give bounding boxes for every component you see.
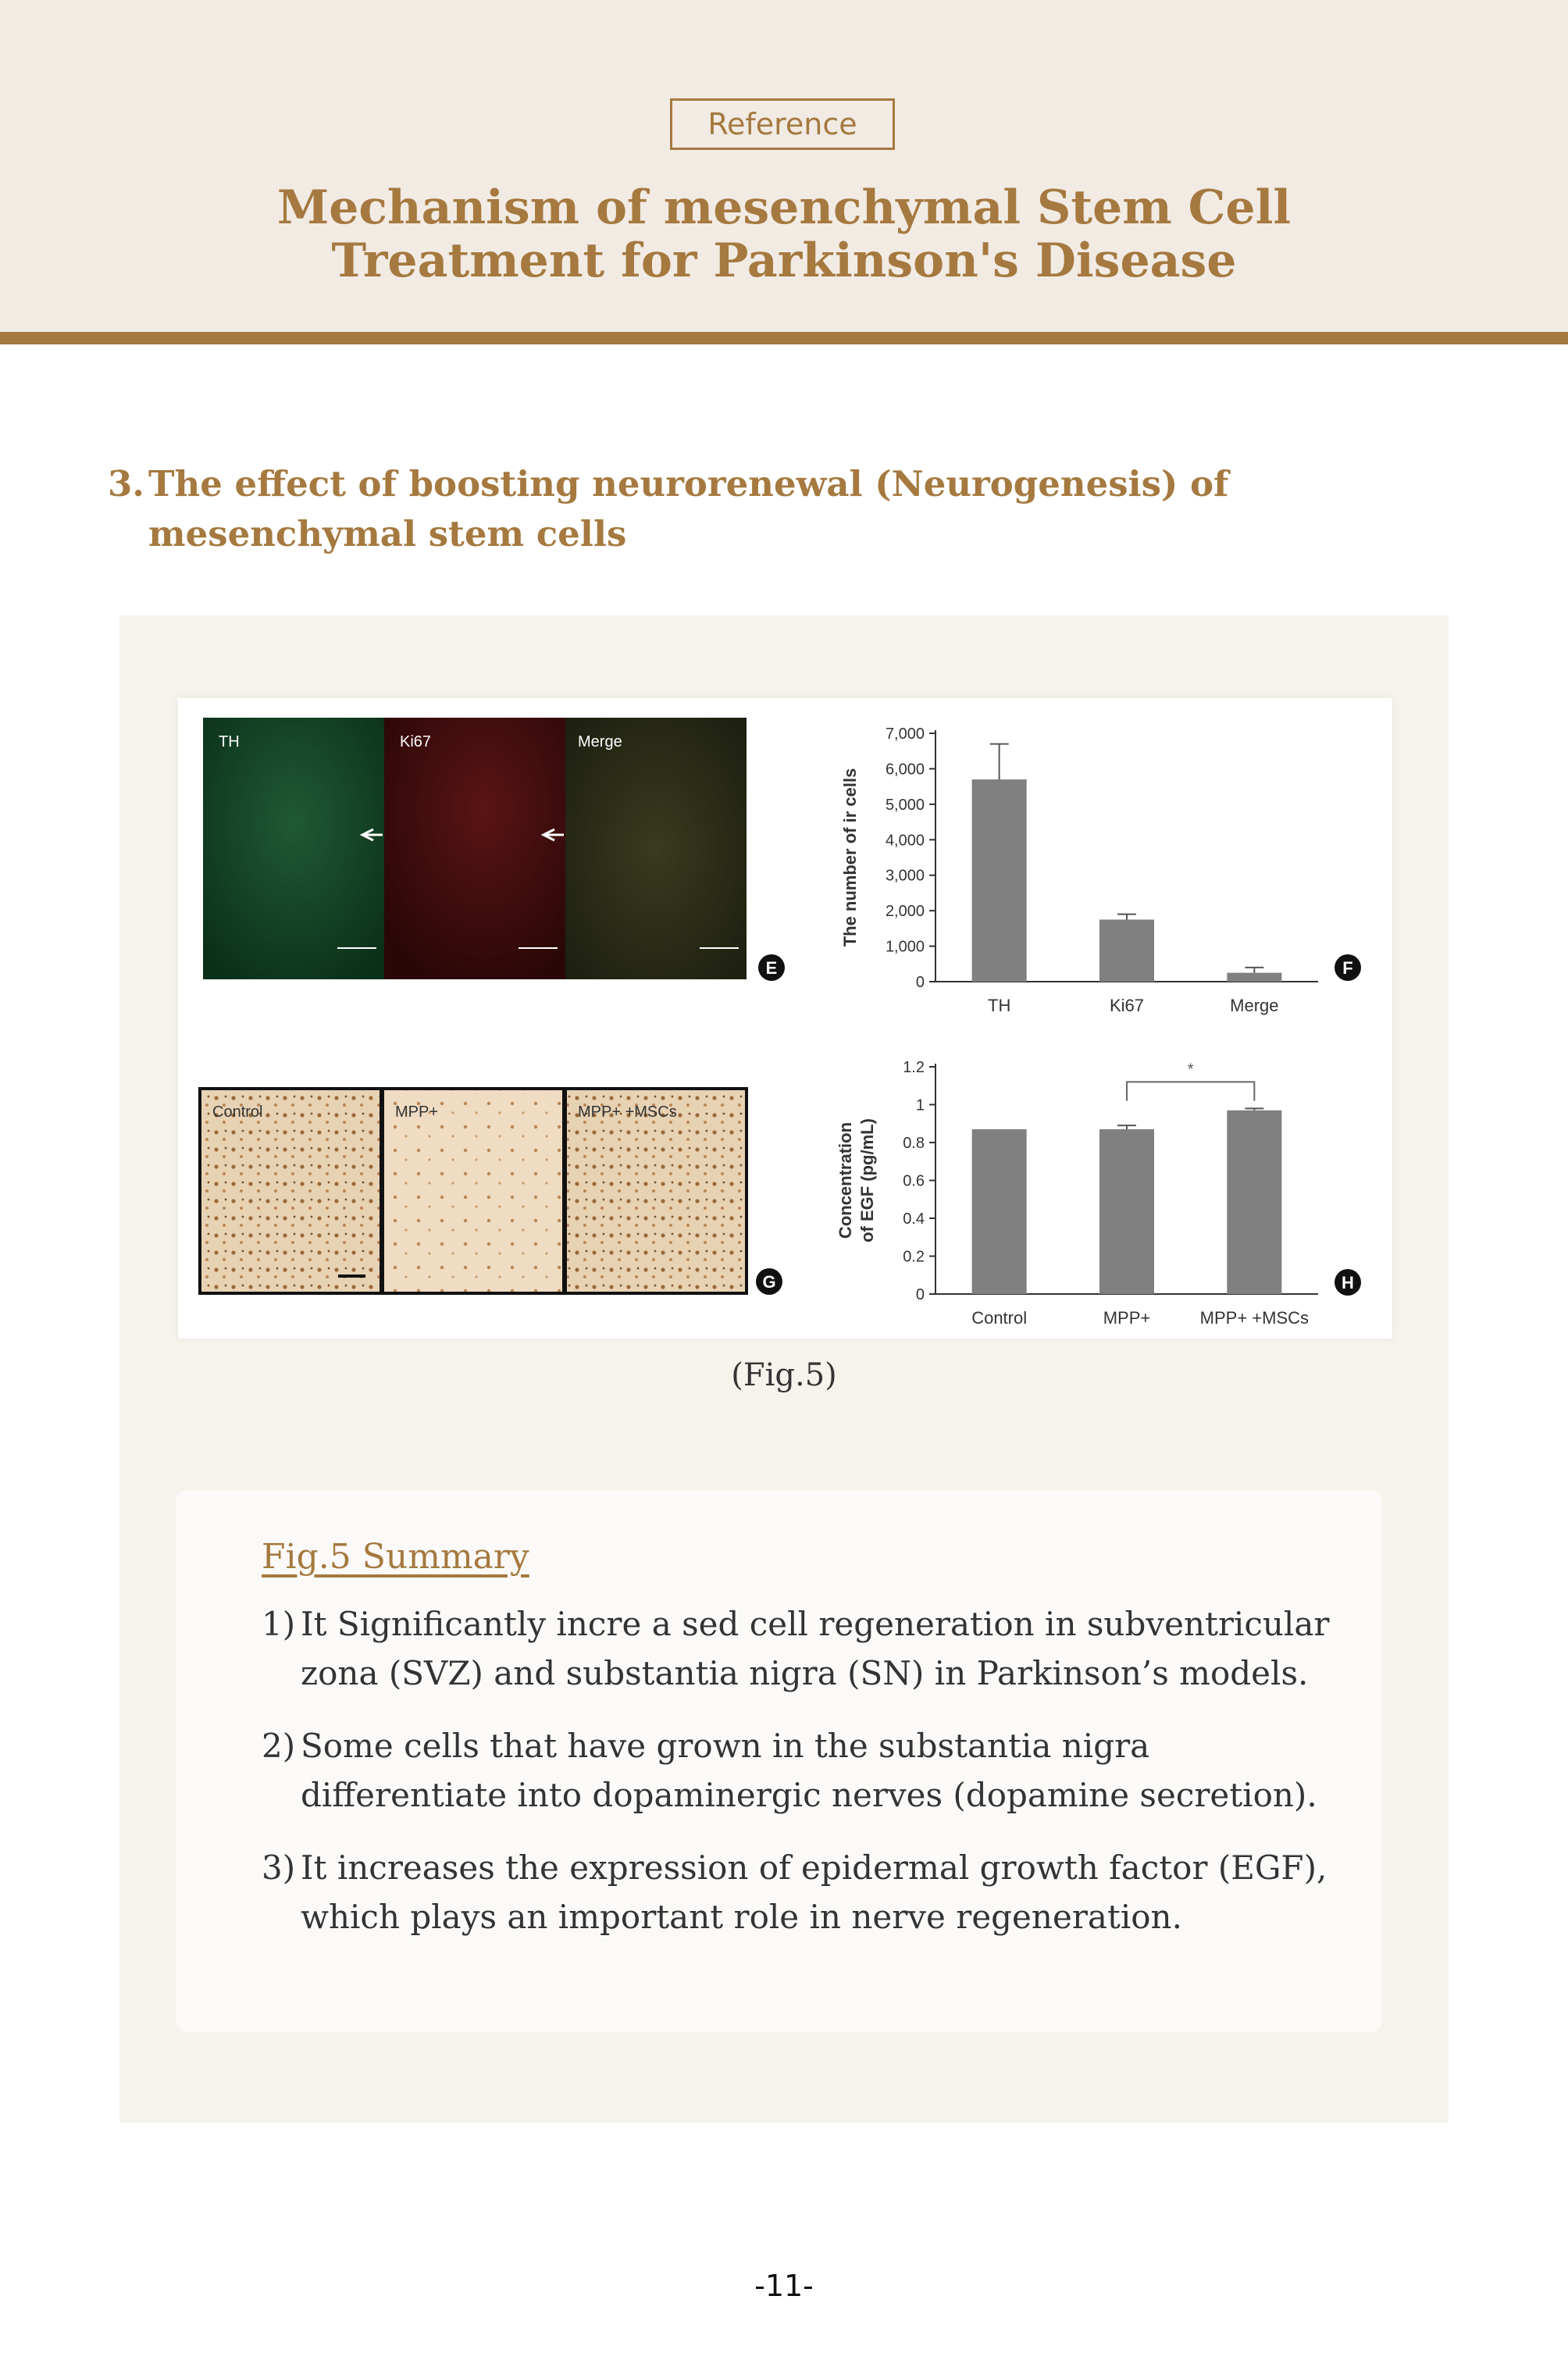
bar (972, 1129, 1027, 1294)
list-item-text: Some cells that have grown in the substantia nigra differentiate into dopaminergic nerves (dopamine secretion). (301, 1727, 1317, 1814)
content-panel (119, 615, 1449, 2123)
y-tick-label: 3,000 (885, 867, 925, 885)
chart-f-y-axis-label: The number of ir cells (840, 768, 860, 947)
list-item-text: It Significantly incre a sed cell regeneration in subventricular zona (SVZ) and substantia nigra (SN) in Parkinson’s models. (301, 1605, 1330, 1692)
y-tick-label: 0 (915, 974, 925, 991)
y-tick-label: 1 (915, 1096, 925, 1114)
panel-letter-e: E (765, 958, 778, 978)
bar (1099, 1129, 1154, 1294)
micrograph-label-th: TH (219, 733, 240, 750)
page-title-line-1: Mechanism of mesenchymal Stem Cell (276, 180, 1292, 235)
y-tick-label: 5,000 (885, 796, 925, 814)
page-number: -11- (754, 2269, 814, 2303)
x-tick-label: Merge (1230, 996, 1279, 1015)
micrograph-label-merge: Merge (578, 733, 622, 750)
bar (1227, 1111, 1281, 1294)
list-item-number: 1) (262, 1605, 296, 1643)
y-tick-label: 4,000 (885, 832, 925, 850)
list-item (262, 1599, 1339, 1698)
figure-5-graphic (178, 698, 1392, 1339)
summary-title: Fig.5 Summary (262, 1537, 529, 1577)
page-title (156, 181, 1412, 287)
y-tick-label: 2,000 (885, 903, 925, 921)
y-tick-label: 0 (915, 1286, 925, 1303)
summary-list (262, 1599, 1339, 1965)
section-heading-text: The effect of boosting neurorenewal (Neurogenesis) of mesenchymal stem cells (148, 463, 1229, 554)
bar (1227, 973, 1281, 982)
x-tick-label: MPP+ +MSCs (1199, 1308, 1310, 1328)
y-tick-label: 6,000 (885, 761, 925, 779)
chart-f (840, 726, 1318, 1015)
header-divider (0, 332, 1568, 344)
summary-box (176, 1490, 1382, 2032)
page-title-line-2: Treatment for Parkinson's Disease (331, 234, 1237, 288)
y-tick-label: 1,000 (885, 938, 925, 956)
list-item-number: 2) (262, 1727, 296, 1765)
panel-letter-f: F (1342, 958, 1353, 978)
y-tick-label: 7,000 (885, 726, 925, 743)
y-tick-label: 0.4 (903, 1210, 925, 1228)
x-tick-label: TH (988, 996, 1011, 1015)
chart-h-y-axis-label-line-1: Concentration (836, 1121, 855, 1239)
section-heading (108, 459, 1420, 559)
micrograph-label-ki67: Ki67 (400, 733, 432, 750)
micrograph-th (203, 718, 384, 979)
micrograph-label-control: Control (212, 1103, 263, 1121)
significance-bracket (1127, 1082, 1254, 1100)
panel-letter-g: G (762, 1272, 776, 1292)
y-tick-label: 1.2 (903, 1059, 925, 1076)
x-tick-label: Control (971, 1308, 1028, 1328)
section-number: 3. (108, 463, 144, 504)
micrograph-ki67 (384, 718, 565, 979)
micrograph-label-mpp: MPP+ (395, 1103, 439, 1121)
chart-h-y-axis-label-line-2: of EGF (pg/mL) (857, 1118, 877, 1242)
y-tick-label: 0.8 (903, 1135, 925, 1152)
chart-h (836, 1059, 1318, 1328)
reference-tag: Reference (670, 98, 895, 150)
x-tick-label: Ki67 (1109, 996, 1145, 1015)
figure-caption: (Fig.5) (731, 1357, 837, 1393)
y-tick-label: 0.2 (903, 1248, 925, 1266)
panel-letter-h: H (1342, 1273, 1354, 1292)
y-tick-label: 0.6 (903, 1172, 925, 1190)
significance-marker: * (1187, 1061, 1194, 1078)
bar (1099, 920, 1154, 982)
list-item-text: It increases the expression of epidermal growth factor (EGF), which plays an important role in nerve regeneration. (301, 1849, 1327, 1936)
list-item (262, 1721, 1339, 1820)
list-item (262, 1843, 1339, 1941)
bar (972, 779, 1027, 982)
micrograph-merge (565, 718, 747, 979)
x-tick-label: MPP+ (1103, 1308, 1151, 1328)
figure-5 (178, 698, 1392, 1339)
list-item-number: 3) (262, 1849, 296, 1887)
micrograph-label-mpp-mscs: MPP+ +MSCs (578, 1103, 677, 1121)
